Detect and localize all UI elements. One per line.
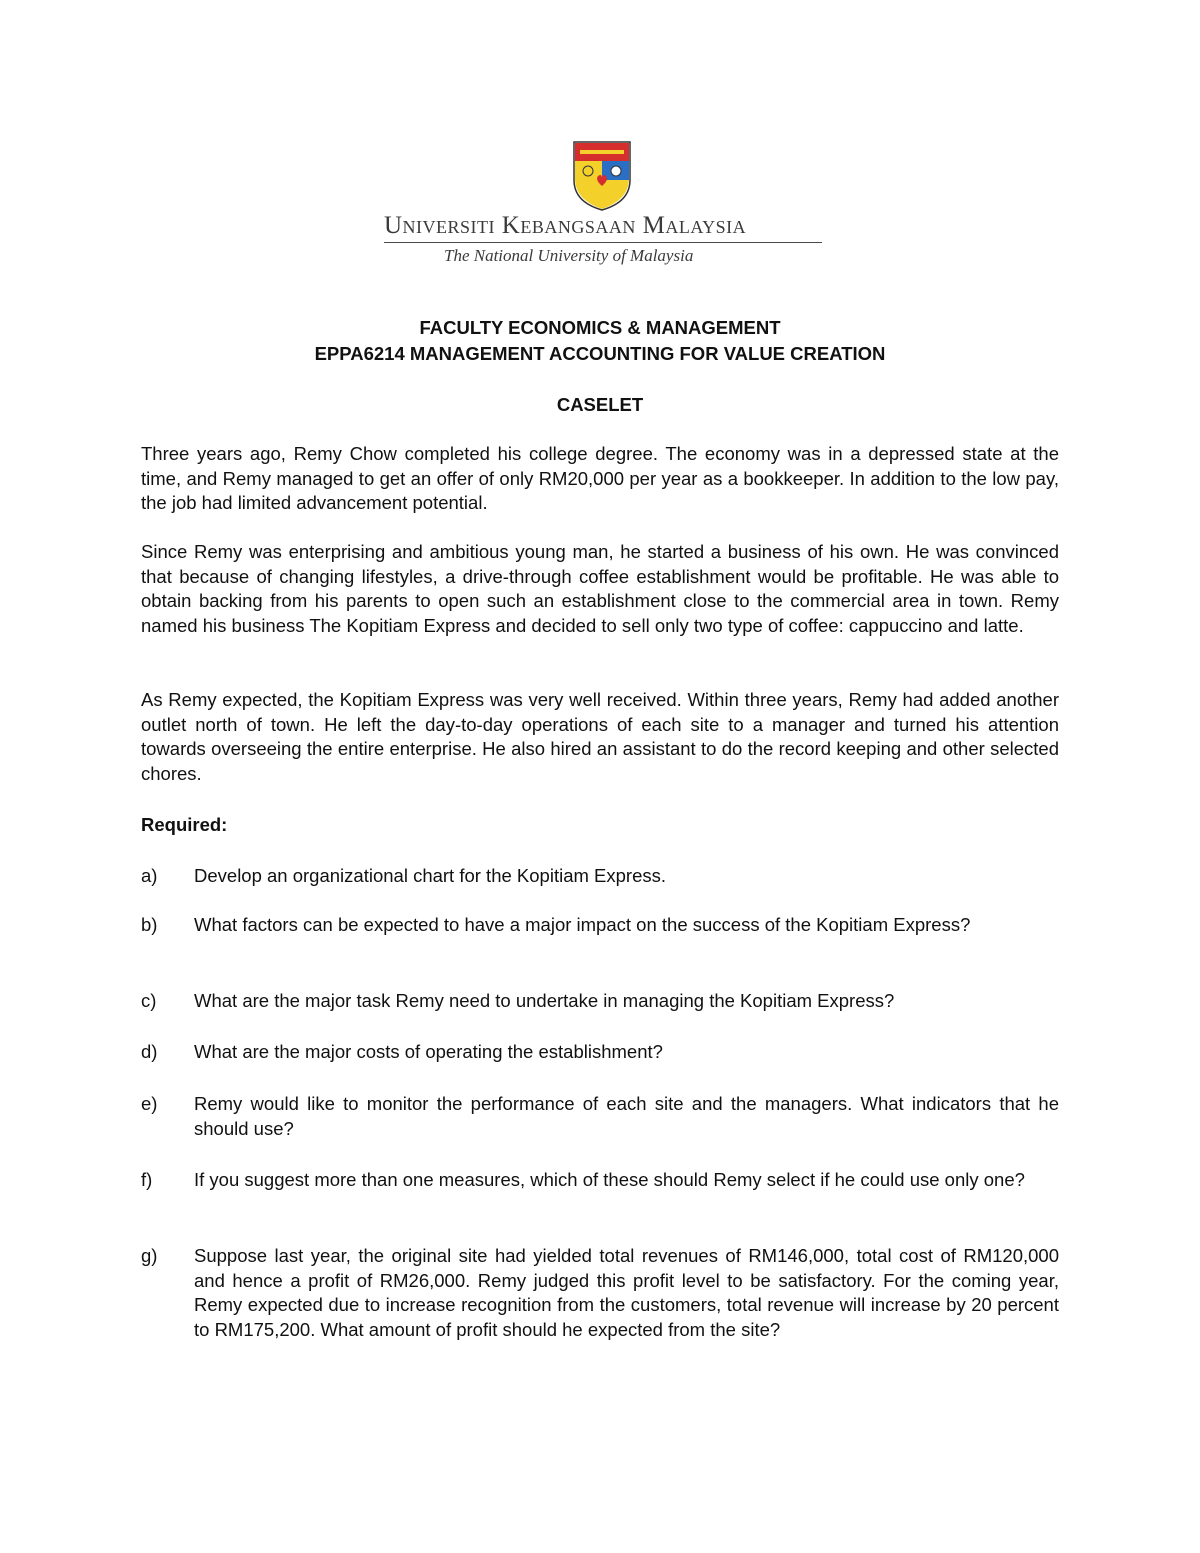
question-item — [141, 989, 1059, 1014]
question-item — [141, 1168, 1059, 1193]
question-label: b) — [141, 914, 158, 935]
question-item — [141, 913, 1059, 938]
question-item — [141, 864, 1059, 889]
question-label: g) — [141, 1245, 158, 1266]
question-label: f) — [141, 1169, 153, 1190]
question-label: d) — [141, 1041, 158, 1062]
document-header — [0, 315, 1200, 367]
question-item — [141, 1040, 1059, 1065]
question-text: What factors can be expected to have a major impact on the success of the Kopitiam Express? — [194, 914, 971, 935]
logo-divider — [384, 242, 822, 243]
question-text: What are the major task Remy need to undertake in managing the Kopitiam Express? — [194, 990, 895, 1011]
section-title: CASELET — [556, 394, 644, 415]
paragraph: As Remy expected, the Kopitiam Express was very well received. Within three years, Remy had added another outlet north of town. He left the day-to-day operations of each site to a manager and turned his attention towards overseeing the entire enterprise. He also hired an assistant to do the record keeping and other selected chores. — [141, 689, 1059, 784]
faculty-title: FACULTY ECONOMICS & MANAGEMENT — [419, 317, 781, 338]
question-label: a) — [141, 865, 158, 886]
question-text: What are the major costs of operating the establishment? — [194, 1041, 663, 1062]
question-label: c) — [141, 990, 157, 1011]
question-text: Suppose last year, the original site had yielded total revenues of RM146,000, total cost of RM120,000 and hence a profit of RM26,000. Remy judged this profit level to be satisfactory. For the coming year, Remy expected due to increase recognition from the customers, total revenue will increase by 20 percent to RM175,200. What amount of profit should he expected from the site? — [194, 1245, 1059, 1340]
question-text: Remy would like to monitor the performance of each site and the managers. What indicators that he should use? — [194, 1093, 1059, 1139]
course-title: EPPA6214 MANAGEMENT ACCOUNTING FOR VALUE CREATION — [314, 343, 886, 364]
university-name: Universiti Kebangsaan Malaysia — [384, 212, 747, 239]
question-label: e) — [141, 1093, 158, 1114]
university-crest — [572, 140, 632, 212]
question-item — [141, 1244, 1059, 1342]
question-text: Develop an organizational chart for the Kopitiam Express. — [194, 865, 667, 886]
question-text: If you suggest more than one measures, which of these should Remy select if he could use only one? — [194, 1169, 1025, 1190]
question-item — [141, 1092, 1059, 1141]
paragraph: Since Remy was enterprising and ambitious young man, he started a business of his own. He was convinced that because of changing lifestyles, a drive-through coffee establishment would be profitable. He was able to obtain backing from his parents to open such an establishment close to the commercial area in town. Remy named his business The Kopitiam Express and decided to sell only two type of coffee: cappuccino and latte. — [141, 541, 1059, 636]
university-tagline: The National University of Malaysia — [444, 246, 694, 265]
paragraph: Three years ago, Remy Chow completed his college degree. The economy was in a depressed state at the time, and Remy managed to get an offer of only RM20,000 per year as a bookkeeper. In addition to the low pay, the job had limited advancement potential. — [141, 443, 1059, 513]
required-heading: Required: — [141, 814, 228, 835]
